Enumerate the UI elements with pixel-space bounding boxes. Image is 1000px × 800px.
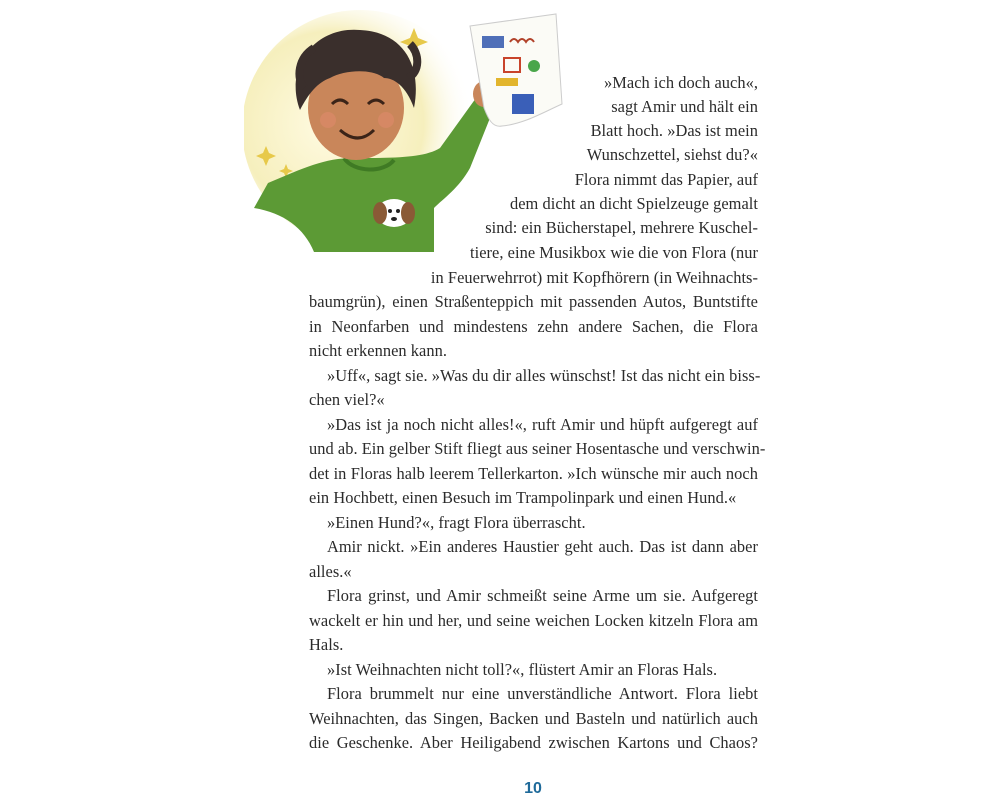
text-line: Flora nimmt das Papier, auf	[574, 170, 758, 189]
text-line: sind: ein Bücherstapel, mehrere Kuschel-	[485, 218, 758, 237]
text-line: in Neonfarben und mindestens zehn andere Sachen, die Flora	[309, 317, 758, 336]
text-line: dem dicht an dicht Spielzeuge gemalt	[509, 194, 758, 213]
text-line: nicht erkennen kann.	[309, 341, 447, 360]
text-line: ein Hochbett, einen Besuch im Trampolinpark und einen Hund.«	[309, 488, 737, 507]
text-line: alles.«	[309, 562, 352, 581]
text-line: Hals.	[309, 635, 344, 654]
text-line: und ab. Ein gelber Stift fliegt aus seiner Hosentasche und verschwin-	[309, 439, 766, 458]
text-line: in Feuerwehrrot) mit Kopfhörern (in Weihnachts-	[430, 268, 758, 287]
text-line: Weihnachten, das Singen, Backen und Basteln und natürlich auch	[309, 709, 758, 728]
text-line: »Uff«, sagt sie. »Was du dir alles wünschst! Ist das nicht ein biss-	[327, 366, 761, 385]
text-line: die Geschenke. Aber Heiligabend zwischen Kartons und Chaos?	[309, 733, 758, 752]
text-line: det in Floras halb leerem Tellerkarton. »Ich wünsche mir auch noch	[309, 464, 758, 483]
text-line: wackelt er hin und her, und seine weichen Locken kitzeln Flora am	[309, 611, 758, 630]
text-line: sagt Amir und hält ein	[611, 97, 758, 116]
dog-icon	[373, 199, 415, 227]
text-line: Flora brummelt nur eine unverständliche Antwort. Flora liebt	[327, 684, 758, 703]
text-line: »Ist Weihnachten nicht toll?«, flüstert Amir an Floras Hals.	[327, 660, 718, 679]
text-line: Wunschzettel, siehst du?«	[586, 145, 758, 164]
text-line: »Einen Hund?«, fragt Flora überrascht.	[327, 513, 586, 532]
text-line: Amir nickt. »Ein anderes Haustier geht auch. Das ist dann aber	[327, 537, 758, 556]
text-line: tiere, eine Musikbox wie die von Flora (nur	[469, 243, 758, 262]
text-line: »Das ist ja noch nicht alles!«, ruft Amir und hüpft aufgeregt auf	[327, 415, 758, 434]
text-line: »Mach ich doch auch«,	[604, 73, 758, 92]
text-line: Flora grinst, und Amir schmeißt seine Arme um sie. Aufgeregt	[327, 586, 758, 605]
text-line: Blatt hoch. »Das ist mein	[590, 121, 758, 140]
text-line: baumgrün), einen Straßenteppich mit passenden Autos, Buntstifte	[309, 292, 758, 311]
page-number: 10	[524, 780, 542, 797]
text-line: chen viel?«	[309, 390, 385, 409]
